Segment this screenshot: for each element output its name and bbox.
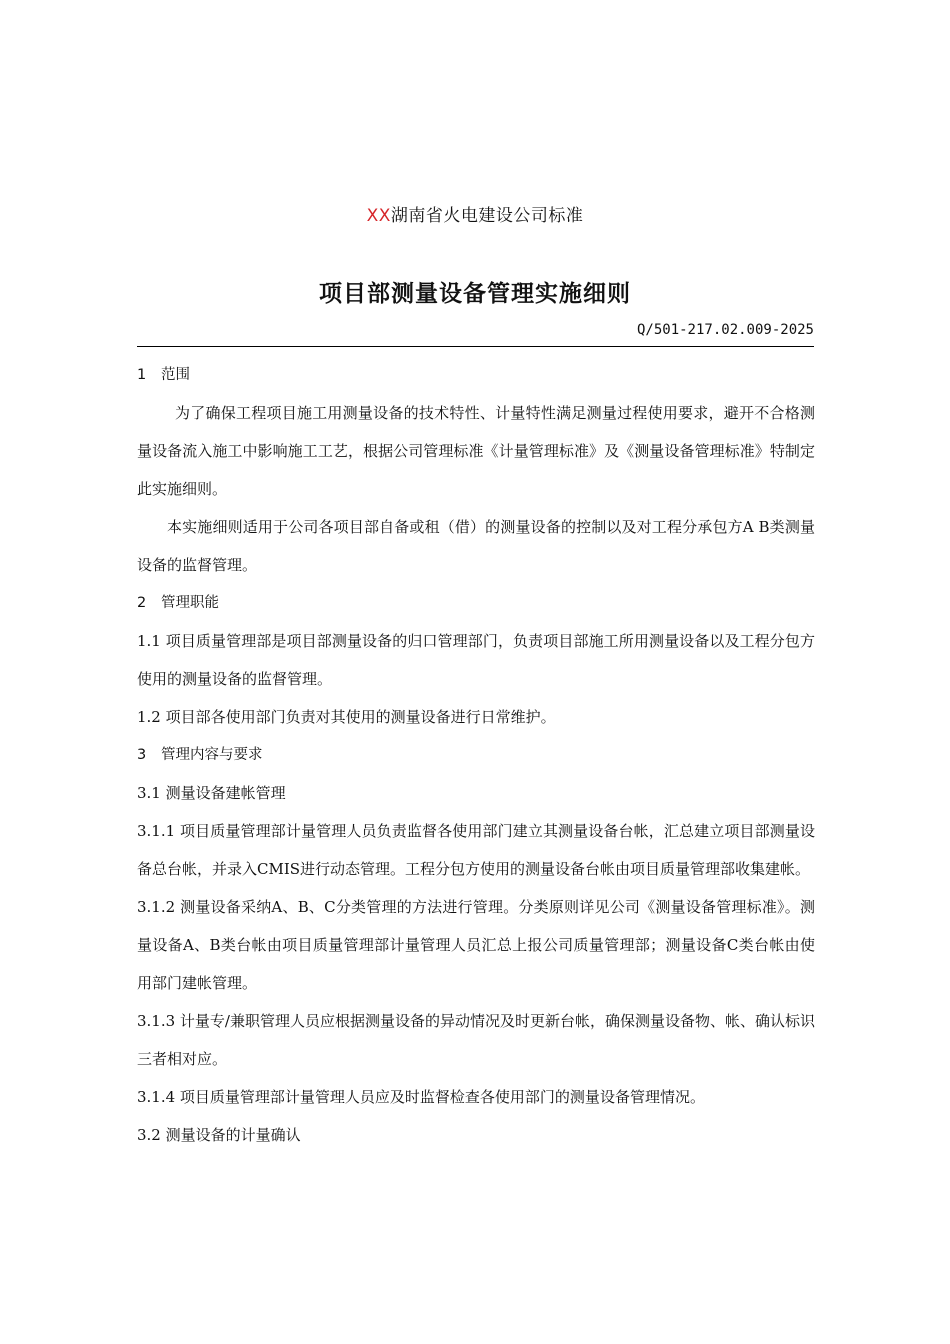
section-title: 管理内容与要求 <box>161 747 263 763</box>
clause-3-2: 3.2 测量设备的计量确认 <box>137 1126 301 1144</box>
clause-3-1-2: 3.1.2 测量设备采纳A、B、C分类管理的方法进行管理。分类原则详见公司《测量设备管理标准》。测量设备A、B类台帐由项目质量管理部计量管理人员汇总上报公司质量管理部；测量设备C类台帐由使用部门建帐管理。 <box>137 898 815 992</box>
section-title: 管理职能 <box>161 595 219 611</box>
section-number: 3 <box>137 747 147 763</box>
clause-3-1-3: 3.1.3 计量专/兼职管理人员应根据测量设备的异动情况及时更新台帐，确保测量设备物、帐、确认标识三者相对应。 <box>137 1012 815 1068</box>
organization-title <box>0 203 950 229</box>
clause-3-1-4: 3.1.4 项目质量管理部计量管理人员应及时监督检查各使用部门的测量设备管理情况。 <box>137 1088 705 1106</box>
document-code: Q/501-217.02.009-2025 <box>636 322 814 338</box>
scope-paragraph-2: 本实施细则适用于公司各项目部自备或租（借）的测量设备的控制以及对工程分承包方A B类测量设备的监督管理。 <box>137 518 815 574</box>
section-2-heading <box>137 584 815 622</box>
section-number: 2 <box>137 595 147 611</box>
organization-name: 湖南省火电建设公司标准 <box>390 206 584 226</box>
section-3-heading <box>137 736 815 774</box>
organization-prefix: XX <box>366 206 391 226</box>
section-title: 范围 <box>161 367 190 383</box>
section-1-heading <box>137 356 815 394</box>
document-body <box>137 356 815 1154</box>
header-divider <box>137 346 814 347</box>
clause-3-1: 3.1 测量设备建帐管理 <box>137 784 286 802</box>
clause-3-1-1: 3.1.1 项目质量管理部计量管理人员负责监督各使用部门建立其测量设备台帐，汇总建立项目部测量设备总台帐，并录入CMIS进行动态管理。工程分包方使用的测量设备台帐由项目质量管理部收集建帐。 <box>137 822 815 878</box>
scope-paragraph-1: 为了确保工程项目施工用测量设备的技术特性、计量特性满足测量过程使用要求，避开不合格测量设备流入施工中影响施工工艺，根据公司管理标准《计量管理标准》及《测量设备管理标准》特制定此实施细则。 <box>137 404 815 498</box>
clause-1-2: 1.2 项目部各使用部门负责对其使用的测量设备进行日常维护。 <box>137 708 556 726</box>
document-title: 项目部测量设备管理实施细则 <box>319 281 631 307</box>
clause-1-1: 1.1 项目质量管理部是项目部测量设备的归口管理部门，负责项目部施工所用测量设备以及工程分包方使用的测量设备的监督管理。 <box>137 632 815 688</box>
section-number: 1 <box>137 367 147 383</box>
